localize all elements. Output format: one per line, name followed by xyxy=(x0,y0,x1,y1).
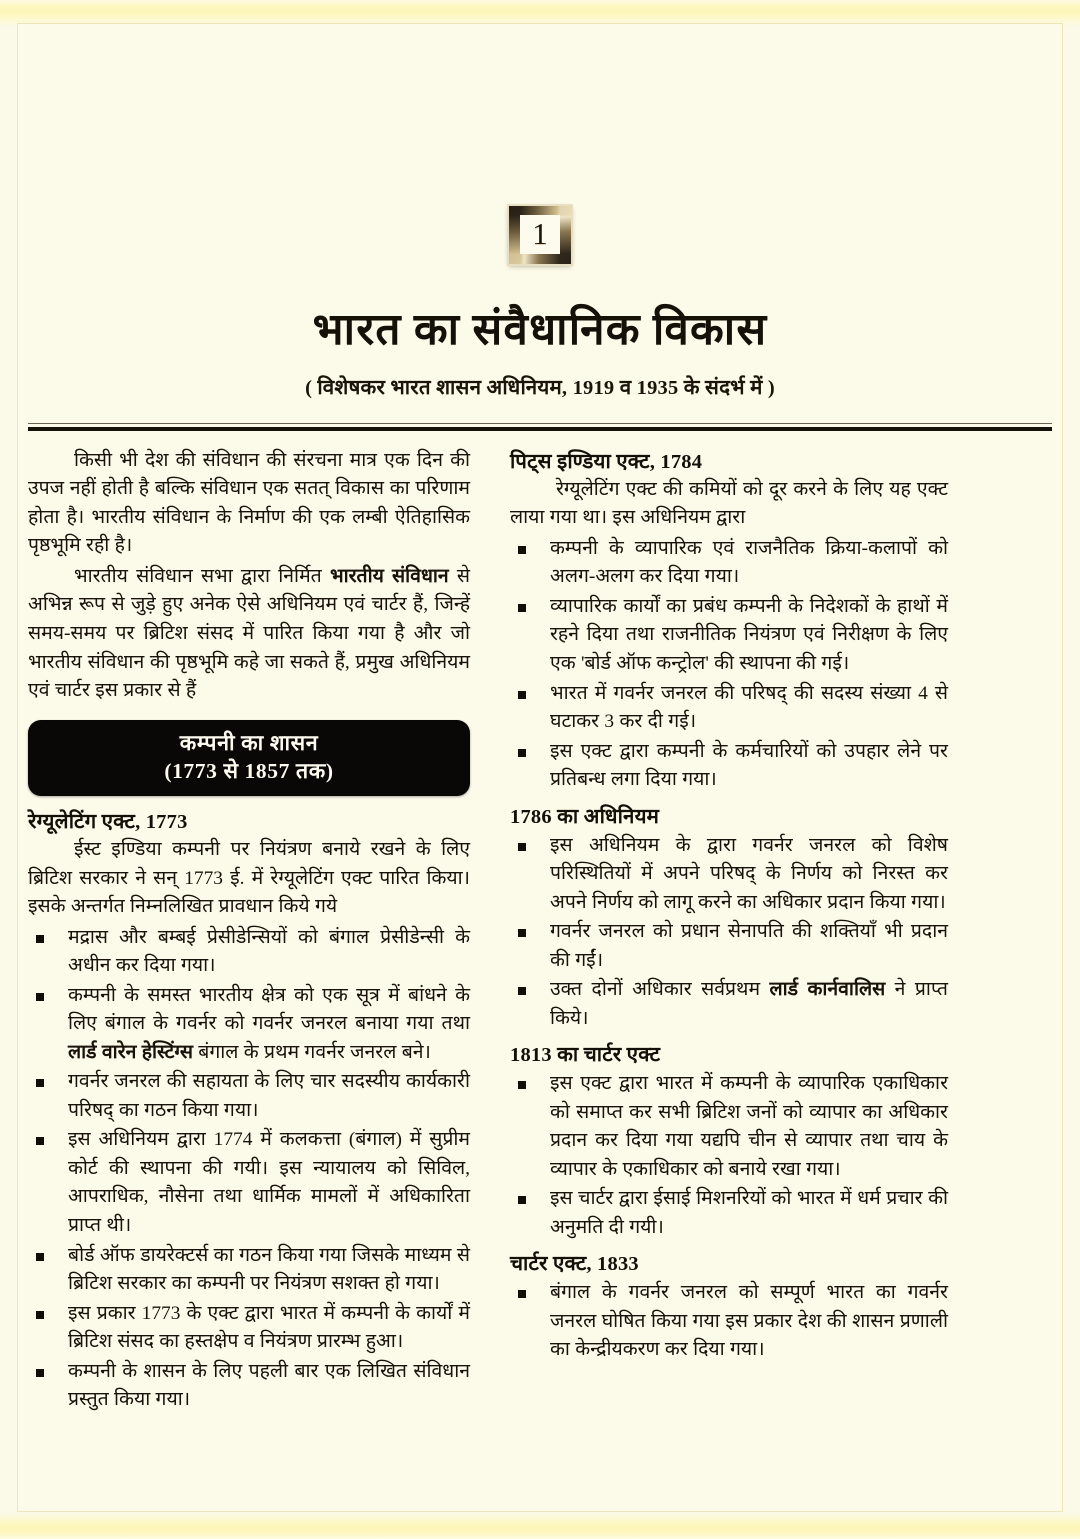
page-content-area xyxy=(18,24,1062,1511)
regulating-act-intro: ईस्ट इण्डिया कम्पनी पर नियंत्रण बनाये रखने के लिए ब्रिटिश सरकार ने सन् 1773 ई. में रेग्यूलेटिंग एक्ट पारित किया। इसके अन्तर्गत निम्नलिखित प्रावधान किये गये xyxy=(28,839,470,918)
company-rule-banner xyxy=(28,720,470,797)
list-item xyxy=(28,982,470,1068)
act-1786-bullet-list xyxy=(510,832,948,1034)
banner-line-1: कम्पनी का शासन xyxy=(179,730,319,755)
list-item: मद्रास और बम्बई प्रेसीडेन्सियों को बंगाल प्रेसीडेन्सी के अधीन कर दिया गया। xyxy=(28,924,470,981)
page-subtitle: ( विशेषकर भारत शासन अधिनियम, 1919 व 1935 के संदर्भ में ) xyxy=(305,376,775,399)
pitts-india-act-heading: पिट्स इण्डिया एक्ट, 1784 xyxy=(510,450,703,473)
list-item: इस अधिनियम द्वारा 1774 में कलकत्ता (बंगाल) में सुप्रीम कोर्ट की स्थापना की गयी। इस न्यायालय को सिविल, आपराधिक, नौसेना तथा धार्मिक मामलों में अधिकारिता प्राप्त थी। xyxy=(28,1126,470,1240)
list-item-bold: लार्ड कार्नवालिस xyxy=(769,979,886,1001)
list-item: इस एक्ट द्वारा भारत में कम्पनी के व्यापारिक एकाधिकार को समाप्त कर सभी ब्रिटिश जनों को व्यापार का अधिकार प्रदान कर दिया गया यद्यपि चीन से व्यापार तथा चाय के व्यापार के एकाधिकार को बनाये रखा गया। xyxy=(510,1070,948,1184)
left-column xyxy=(28,447,488,1416)
list-item: बंगाल के गवर्नर जनरल को सम्पूर्ण भारत का गवर्नर जनरल घोषित किया गया इस प्रकार देश की शासन प्रणाली का केन्द्रीयकरण कर दिया गया। xyxy=(510,1279,948,1365)
list-item: गवर्नर जनरल की सहायता के लिए चार सदस्यीय कार्यकारी परिषद् का गठन किया गया। xyxy=(28,1068,470,1125)
pitts-india-act-bullet-list xyxy=(510,535,948,795)
list-item: कम्पनी के शासन के लिए पहली बार एक लिखित संविधान प्रस्तुत किया गया। xyxy=(28,1358,470,1415)
list-item: बोर्ड ऑफ डायरेक्टर्स का गठन किया गया जिसके माध्यम से ब्रिटिश सरकार का कम्पनी पर नियंत्रण सशक्त हो गया। xyxy=(28,1242,470,1299)
right-column xyxy=(488,447,948,1366)
intro-paragraph-2-bold: भारतीय संविधान xyxy=(329,565,449,587)
page-title: भारत का संवैधानिक विकास xyxy=(312,305,768,354)
page-header xyxy=(18,24,1062,401)
list-item-post: ने प्राप्त किये। xyxy=(550,979,948,1029)
list-item: कम्पनी के व्यापारिक एवं राजनैतिक क्रिया-कलापों को अलग-अलग कर दिया गया। xyxy=(510,535,948,592)
two-column-body xyxy=(18,447,1062,1416)
list-item-pre: कम्पनी के समस्त भारतीय क्षेत्र को एक सूत्र में बांधने के लिए बंगाल के गवर्नर को गवर्नर जनरल बनाया गया तथा xyxy=(68,984,470,1035)
header-divider xyxy=(28,423,1052,431)
chapter-number: 1 xyxy=(532,216,548,251)
list-item: इस अधिनियम के द्वारा गवर्नर जनरल को विशेष परिस्थितियों में अपने परिषद् के निर्णय को निरस्त कर अपने निर्णय को लागू करने का अधिकार प्रदान किया गया। xyxy=(510,832,948,918)
list-item-bold: लार्ड वारेन हेस्टिंग्स xyxy=(68,1041,193,1063)
intro-paragraph-1: किसी भी देश की संविधान की संरचना मात्र एक दिन की उपज नहीं होती है बल्कि संविधान एक सतत् विकास का परिणाम होता है। भारतीय संविधान के निर्माण की एक लम्बी ऐतिहासिक पृष्ठभूमि रही है। xyxy=(28,449,470,557)
list-item: इस एक्ट द्वारा कम्पनी के कर्मचारियों को उपहार लेने पर प्रतिबन्ध लगा दिया गया। xyxy=(510,738,948,795)
charter-act-1813-heading: 1813 का चार्टर एक्ट xyxy=(510,1044,661,1067)
regulating-act-heading: रेग्यूलेटिंग एक्ट, 1773 xyxy=(28,811,188,834)
act-1786-heading: 1786 का अधिनियम xyxy=(510,805,660,828)
banner-line-2: (1773 से 1857 तक) xyxy=(164,758,334,783)
list-item xyxy=(510,976,948,1033)
regulating-act-bullet-list xyxy=(28,924,470,1415)
charter-act-1833-heading: चार्टर एक्ट, 1833 xyxy=(510,1253,639,1276)
list-item-post: बंगाल के प्रथम गवर्नर जनरल बने। xyxy=(192,1041,431,1063)
list-item: गवर्नर जनरल को प्रधान सेनापति की शक्तियाँ भी प्रदान की गईं। xyxy=(510,918,948,975)
list-item: भारत में गवर्नर जनरल की परिषद् की सदस्य संख्या 4 से घटाकर 3 कर दी गई। xyxy=(510,680,948,737)
intro-paragraph-2-post: से अभिन्न रूप से जुड़े हुए अनेक ऐसे अधिनियम एवं चार्टर हैं, जिन्हें समय-समय पर ब्रिटिश संसद में पारित किया गया है और जो भारतीय संविधान की पृष्ठभूमि कहे जा सकते हैं, प्रमुख अधिनियम एवं चार्टर इस प्रकार से हैं xyxy=(28,565,471,702)
list-item-pre: उक्त दोनों अधिकार सर्वप्रथम xyxy=(550,979,770,1001)
pitts-india-act-intro: रेग्यूलेटिंग एक्ट की कमियों को दूर करने के लिए यह एक्ट लाया गया था। इस अधिनियम द्वारा xyxy=(510,478,948,529)
list-item: इस प्रकार 1773 के एक्ट द्वारा भारत में कम्पनी के कार्यों में ब्रिटिश संसद का हस्तक्षेप व नियंत्रण प्रारम्भ हुआ। xyxy=(28,1300,470,1357)
divider-thin-line xyxy=(28,423,1052,424)
charter-act-1833-bullet-list xyxy=(510,1279,948,1365)
intro-paragraph-2 xyxy=(28,563,470,706)
divider-thick-line xyxy=(28,427,1052,431)
list-item: व्यापारिक कार्यों का प्रबंध कम्पनी के निदेशकों के हाथों में रहने दिया तथा राजनीतिक नियंत्रण एवं निरीक्षण के लिए एक 'बोर्ड ऑफ कन्ट्रोल' की स्थापना की गई। xyxy=(510,593,948,679)
charter-act-1813-bullet-list xyxy=(510,1070,948,1242)
chapter-number-box xyxy=(509,206,571,264)
list-item: इस चार्टर द्वारा ईसाई मिशनरियों को भारत में धर्म प्रचार की अनुमति दी गयी। xyxy=(510,1185,948,1242)
intro-paragraph-2-pre: भारतीय संविधान सभा द्वारा निर्मित xyxy=(74,565,330,587)
